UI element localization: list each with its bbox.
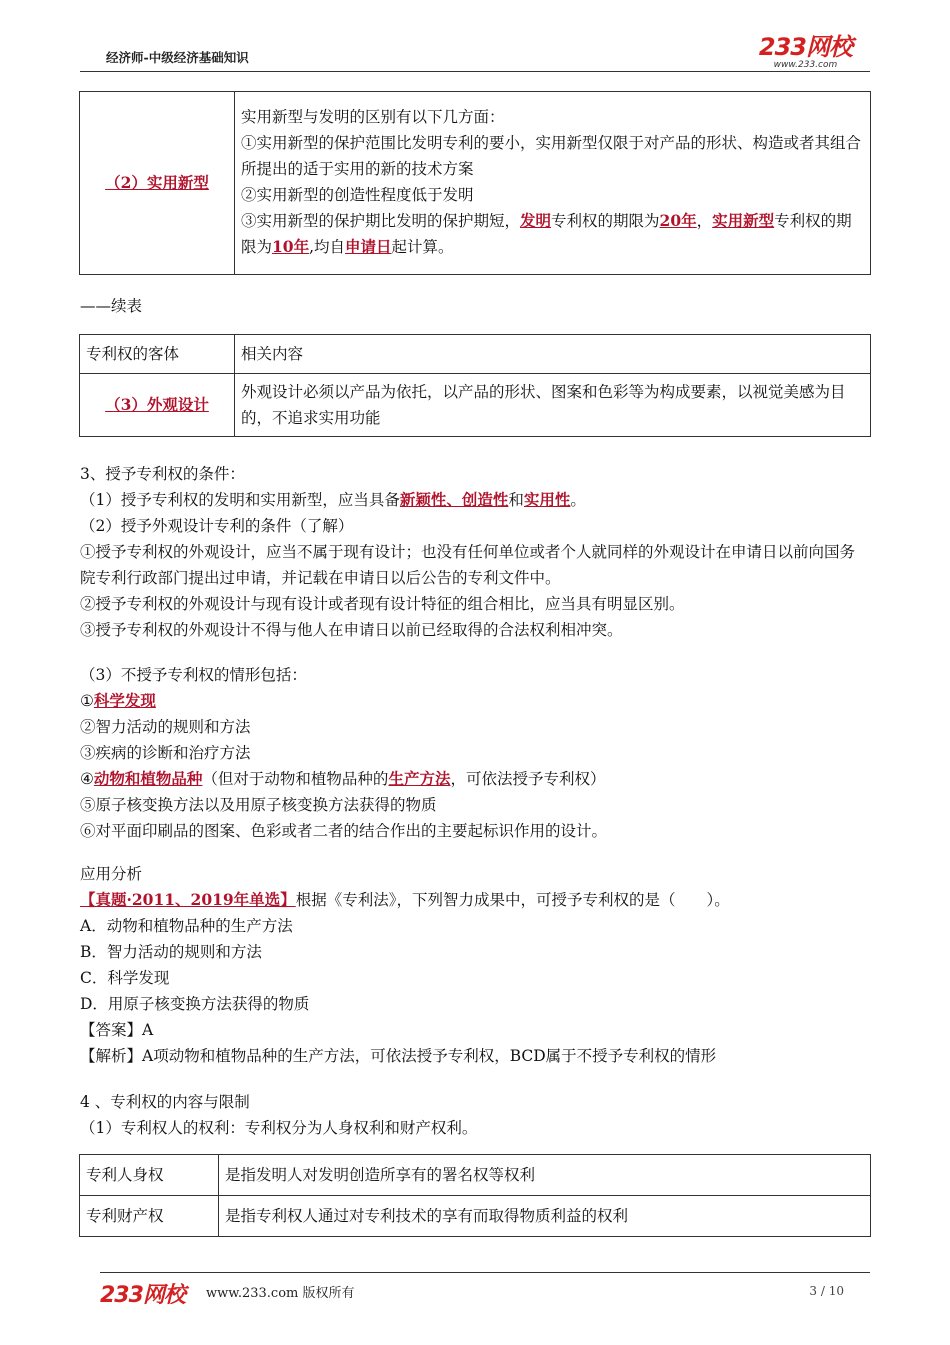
option-a: A．动物和植物品种的生产方法 [80,917,293,935]
paragraph: （1）授予专利权的发明和实用新型，应当具备新颖性、创造性和实用性。 [80,490,586,509]
footer-divider [100,1272,870,1273]
applied-analysis [80,861,870,1069]
utility-model-table [79,91,871,275]
keyword-plant-animal-varieties: 动物和植物品种 [93,769,203,788]
paragraph: （2）授予外观设计专利的条件（了解） [80,517,354,535]
section-4 [80,1089,870,1141]
table-cell-desc: 是指发明人对发明创造所享有的署名权等权利 [219,1155,871,1196]
header-title: 经济师-中级经济基础知识 [106,50,249,65]
content-line: ①实用新型的保护范围比发明专利的要小，实用新型仅限于对产品的形状、构造或者其组合所提出的适于实用的新的技术方案 [241,134,862,178]
keyword-production-method: 生产方法 [388,769,451,788]
table-cell-name: 专利财产权 [80,1196,219,1237]
keyword-utility-model: 实用新型 [712,211,775,230]
keyword-scientific-discovery: 科学发现 [93,691,156,710]
paragraph: ①授予专利权的外观设计，应当不属于现有设计；也没有任何单位或者个人就同样的外观设计在申请日以前向国务院专利行政部门提出过申请，并记载在申请日以后公告的专利文件中。 [80,543,856,587]
option-b: B．智力活动的规则和方法 [80,943,262,961]
keyword-practicality: 实用性 [523,490,571,509]
design-label-cell [80,374,235,437]
design-label: （3）外观设计 [105,395,209,414]
table-cell-name: 专利人身权 [80,1155,219,1196]
utility-model-label: （2）实用新型 [105,173,209,192]
list-item: ⑥对平面印刷品的图案、色彩或者二者的结合作出的主要起标识作用的设计。 [80,822,608,840]
design-table [79,334,871,437]
explanation: 【解析】A项动物和植物品种的生产方法，可依法授予专利权，BCD属于不授予专利权的情形 [80,1047,717,1065]
paragraph: ③授予专利权的外观设计不得与他人在申请日以前已经取得的合法权利相冲突。 [80,621,623,639]
utility-model-label-cell [80,92,235,275]
continued-label: ——续表 [80,297,143,315]
utility-model-content-cell [235,92,871,275]
option-d: D．用原子核变换方法获得的物质 [80,995,310,1013]
non-patentable-list [80,662,870,844]
keyword-novelty-creativity: 新颖性、创造性 [399,490,509,509]
list-item: ③疾病的诊断和治疗方法 [80,744,251,762]
question: 【真题·2011、2019年单选】根据《专利法》，下列智力成果中，可授予专利权的是（ ）。 [80,890,730,909]
design-content: 外观设计必须以产品为依托，以产品的形状、图案和色彩等为构成要素，以视觉美感为目的，不追求实用功能 [235,374,871,437]
table-header-content: 相关内容 [235,335,871,374]
keyword-20-years: 20年 [659,211,697,230]
answer: 【答案】A [80,1021,154,1039]
option-c: C．科学发现 [80,969,170,987]
exam-tag: 【真题·2011、2019年单选】 [80,890,296,909]
header-divider [80,71,870,72]
footer-logo[interactable]: 233网校 [100,1283,185,1308]
paragraph: ②授予专利权的外观设计与现有设计或者现有设计特征的组合相比，应当具有明显区别。 [80,595,685,613]
list-item: ①科学发现 [80,691,156,710]
table-cell-desc: 是指专利权人通过对专利技术的享有而取得物质利益的权利 [219,1196,871,1237]
logo-url: www.233.com [773,60,838,70]
section-title: 4 、专利权的内容与限制 [80,1093,250,1111]
keyword-application-date: 申请日 [345,237,392,256]
content-line: ②实用新型的创造性程度低于发明 [241,186,474,204]
keyword-invention: 发明 [520,211,552,230]
content-line: 实用新型与发明的区别有以下几方面： [241,108,505,126]
analysis-title: 应用分析 [80,865,143,883]
list-item: ④动物和植物品种（但对于动物和植物品种的生产方法，可依法授予专利权） [80,769,606,788]
table-header-object: 专利权的客体 [80,335,235,374]
section-title: 3、授予专利权的条件： [80,465,245,483]
page-header [80,33,870,74]
footer-copyright: www.233.com 版权所有 [206,1286,355,1301]
section-3 [80,461,870,643]
paragraph: （1）专利权人的权利：专利权分为人身权利和财产权利。 [80,1119,478,1137]
page-number: 3 / 10 [809,1284,844,1298]
brand-logo[interactable] [759,34,852,70]
list-item: ②智力活动的规则和方法 [80,718,251,736]
keyword-10-years: 10年 [272,237,310,256]
patent-rights-table [79,1154,871,1237]
page-footer [100,1272,870,1308]
list-title: （3）不授予专利权的情形包括： [80,666,307,684]
logo-text: 233网校 [758,33,852,61]
list-item: ⑤原子核变换方法以及用原子核变换方法获得的物质 [80,796,437,814]
content-line: ③实用新型的保护期比发明的保护期短，发明专利权的期限为20年，实用新型专利权的期限为10年,均自申请日起计算。 [241,211,852,256]
